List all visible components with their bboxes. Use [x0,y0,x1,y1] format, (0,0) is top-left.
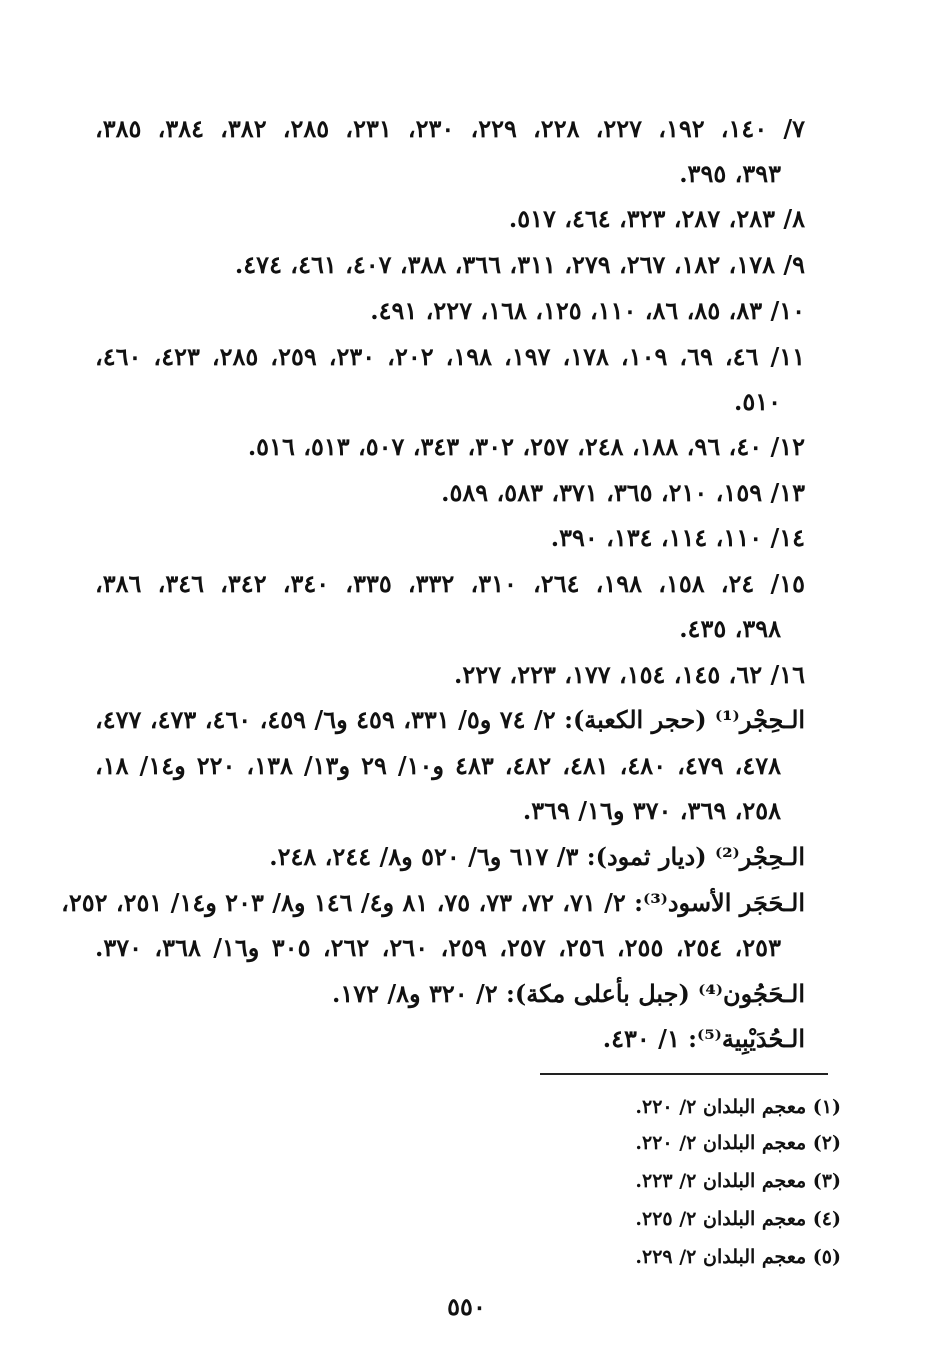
index-entry-hajun: الـحَجُون⁽⁴⁾ (جبل بأعلى مكة): ٢/ ٣٢٠ و٨/ ١٧٢. [331,979,805,1008]
index-line: ١٠/ ٨٣، ٨٥، ٨٦، ١١٠، ١٢٥، ١٦٨، ٢٢٧، ٤٩١. [370,296,805,325]
index-line-continuation: ٣٩٨، ٤٣٥. [679,614,781,643]
index-line: ١٣/ ١٥٩، ٢١٠، ٣٦٥، ٣٧١، ٥٨٣، ٥٨٩. [441,478,805,507]
footnote: (١) معجم البلدان ٢/ ٢٢٠. [635,1096,841,1118]
footnote: (٤) معجم البلدان ٢/ ٢٢٥. [635,1208,841,1230]
index-line: ٧/ ١٤٠، ١٩٢، ٢٢٧، ٢٢٨، ٢٢٩، ٢٣٠، ٢٣١، ٢٨٥، ٣٨٢، ٣٨٤، ٣٨٥، [95,114,806,143]
index-entry-black-stone: الـحَجَر الأسود⁽³⁾: ٢/ ٧١، ٧٢، ٧٣، ٧٥، ٨١ و٤/ ١٤٦ و٨/ ٢٠٣ و١٤/ ٢٥١، ٢٥٢، [61,888,805,917]
footnote: (٢) معجم البلدان ٢/ ٢٢٠. [635,1132,841,1154]
footnote-divider [540,1073,828,1075]
index-line-continuation: ٥١٠. [733,387,781,416]
index-line-continuation: ٢٥٨، ٣٦٩، ٣٧٠ و١٦/ ٣٦٩. [522,796,781,825]
index-line: ١٤/ ١١٠، ١١٤، ١٣٤، ٣٩٠. [550,523,805,552]
index-line: ٨/ ٢٨٣، ٢٨٧، ٣٢٣، ٤٦٤، ٥١٧. [508,204,805,233]
index-line: ١١/ ٤٦، ٦٩، ١٠٩، ١٧٨، ١٩٧، ١٩٨، ٢٠٢، ٢٣٠، ٢٥٩، ٢٨٥، ٤٢٣، ٤٦٠، [95,342,806,371]
index-line: ١٢/ ٤٠، ٩٦، ١٨٨، ٢٤٨، ٢٥٧، ٣٠٢، ٣٤٣، ٥٠٧، ٥١٣، ٥١٦. [247,432,805,461]
index-line-continuation: ٤٧٨، ٤٧٩، ٤٨٠، ٤٨١، ٤٨٢، ٤٨٣ و١٠/ ٢٩ و١٣/ ١٣٨، ٢٢٠ و١٤/ ١٨، [95,751,781,780]
footnote: (٣) معجم البلدان ٢/ ٢٢٣. [635,1170,841,1192]
index-line: ١٥/ ٢٤، ١٥٨، ١٩٨، ٢٦٤، ٣١٠، ٣٣٢، ٣٣٥، ٣٤٠، ٣٤٢، ٣٤٦، ٣٨٦، [95,569,806,598]
index-line: ٩/ ١٧٨، ١٨٢، ٢٦٧، ٢٧٩، ٣١١، ٣٦٦، ٣٨٨، ٤٠٧، ٤٦١، ٤٧٤. [234,250,805,279]
page-number: ٥٥٠ [447,1292,486,1321]
index-entry-hudaybiyya: الـحُدَيْبِية⁽⁵⁾: ١/ ٤٣٠. [602,1024,805,1053]
index-line-continuation: ٢٥٣، ٢٥٤، ٢٥٥، ٢٥٦، ٢٥٧، ٢٥٩، ٢٦٠، ٢٦٢، ٣٠٥ و١٦/ ٣٦٨، ٣٧٠. [95,933,781,962]
index-entry-hijr-kaaba: الـحِجْر⁽¹⁾ (حجر الكعبة): ٢/ ٧٤ و٥/ ٣٣١، ٤٥٩ و٦/ ٤٥٩، ٤٦٠، ٤٧٣، ٤٧٧، [95,705,806,734]
index-entry-hijr-thamud: الـحِجْر⁽²⁾ (ديار ثمود): ٣/ ٦١٧ و٦/ ٥٢٠ و٨/ ٢٤٤، ٢٤٨. [269,842,805,871]
index-line-continuation: ٣٩٣، ٣٩٥. [679,159,781,188]
index-line: ١٦/ ٦٢، ١٤٥، ١٥٤، ١٧٧، ٢٢٣، ٢٢٧. [454,660,805,689]
footnote: (٥) معجم البلدان ٢/ ٢٢٩. [635,1246,841,1268]
